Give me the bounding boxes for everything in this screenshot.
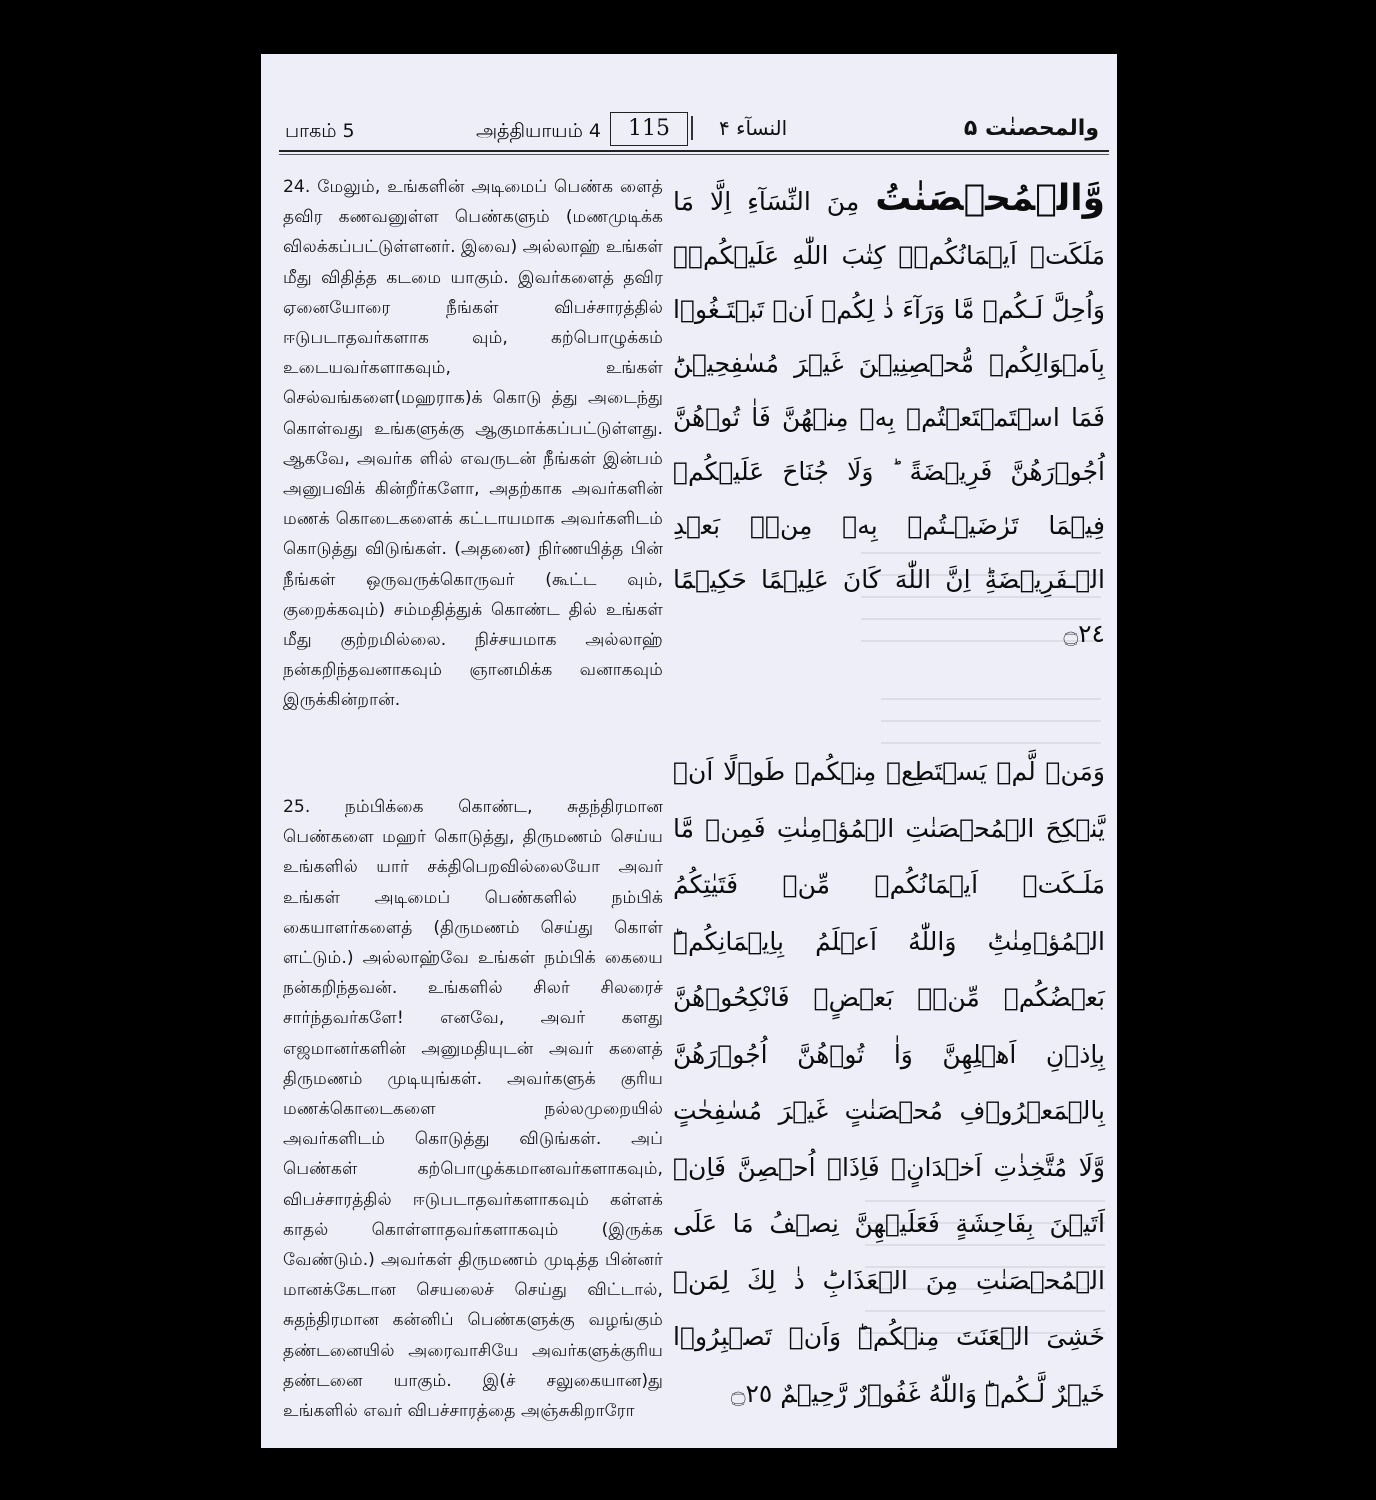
book-page <box>261 54 1117 1448</box>
verse-25-translation: 25. நம்பிக்கை கொண்ட, சுதந்திரமான பெண்களை மஹர் கொடுத்து, திருமணம் செய்ய உங்களில் யார் சக்திபெறவில்லையோ அவர் உங்கள் அடிமைப் பெண்களில் நம்பிக் கையாளர்களைத் (திருமணம் செய்து கொள் ளட்டும்.) அல்லாஹ்வே உங்கள் நம்பிக் கையை நன்கறிந்தவன். உங்களில் சிலர் சிலரைச் சார்ந்தவர்களே! எனவே, அவர் களது எஜமானர்களின் அனுமதியுடன் அவர் களைத் திருமணம் முடியுங்கள். அவர்களுக் குரிய மணக்கொடைகளை நல்லமுறையில் அவர்களிடம் கொடுத்து விடுங்கள். அப் பெண்கள் கற்பொழுக்கமானவர்களாகவும், விபச்சாரத்தில் ஈடுபடாதவர்களாகவும் கள்ளக் காதல் கொள்ளாதவர்களாகவும் (இருக்க வேண்டும்.) அவர்கள் திருமணம் முடித்த பின்னர் மானக்கேடான செயலைச் செய்து விட்டால், சுதந்திரமான கன்னிப் பெண்களுக்கு வழங்கும் தண்டனையில் அரைவாசியே அவர்களுக்குரிய தண்டனை யாகும். இ(ச் சலுகையான)து உங்களில் எவர் விபச்சாரத்தை அஞ்சுகிறாரோ <box>283 797 663 1422</box>
page-number: 115 <box>610 112 688 146</box>
header-rule-thin <box>279 154 1109 155</box>
bleed-through <box>881 684 1101 744</box>
juz-name: والمحصنٰت ۵ <box>963 116 1099 141</box>
verse-24-translation: 24. மேலும், உங்களின் அடிமைப் பெண்க ளைத் தவிர கணவனுள்ள பெண்களும் (மணமுடிக்க விலக்கப்பட்டுள்ளனர். இவை) அல்லாஹ் உங்கள் மீது விதித்த கடமை யாகும். இவர்களைத் தவிர ஏனையோரை நீங்கள் விபச்சாரத்தில் ஈடுபடாதவர்களாக வும், கற்பொழுக்கம் உடையவர்களாகவும், உங்கள் செல்வங்களை(மஹராக)க் கொடு த்து அடைந்து கொள்வது உங்களுக்கு ஆகுமாக்கப்பட்டுள்ளது. ஆகவே, அவர்க ளில் எவருடன் நீங்கள் இன்பம் அனுபவிக் கின்றீர்களோ, அதற்காக அவர்களின் மணக் கொடைகளைக் கட்டாயமாக அவர்களிடம் கொடுத்து விடுங்கள். (அதனை) நிர்ணயித்த பின் நீங்கள் ஒருவருக்கொருவர் (கூட்ட வும், குறைக்கவும்) சம்மதித்துக் கொண்ட தில் உங்கள் மீது குற்றமில்லை. நிச்சயமாக அல்லாஹ் நன்கறிந்தவனாகவும் ஞானமிக்க வனாகவும் இருக்கின்றான். <box>283 177 663 711</box>
part-label: பாகம் 5 <box>285 120 355 142</box>
verse-24-opening-word: وَّالۡمُحۡصَنٰتُ <box>875 178 1105 219</box>
header-divider <box>691 116 693 140</box>
verse-24-arabic <box>673 172 1105 661</box>
verse-24-arabic-body: مِنَ النِّسَآءِ اِلَّا مَا مَلَكَتۡ اَيۡمَانُكُمۡ‌ۚ كِتٰبَ اللّٰهِ عَلَيۡكُمۡ‌ۚ وَاُحِلَّ لَـكُمۡ مَّا وَرَآءَ ذٰ لِكُمۡ اَنۡ تَبۡتَـغُوۡا بِاَمۡوَالِكُمۡ مُّحۡصِنِيۡنَ غَيۡرَ مُسٰفِحِيۡنَ‌ؕ فَمَا اسۡتَمۡتَعۡتُمۡ بِهٖ مِنۡهُنَّ فَاٰ تُوۡهُنَّ اُجُوۡرَهُنَّ فَرِيۡضَةً ‌ؕ وَلَا جُنَاحَ عَلَيۡكُمۡ فِيۡمَا تَرٰضَيۡـتُمۡ بِهٖ مِنۡۢ بَعۡدِ الۡـفَرِيۡضَةِ‌ؕ اِنَّ اللّٰهَ كَانَ عَلِيۡمًا حَكِيۡمًا ۝٢٤ <box>673 187 1105 648</box>
verse-25-arabic: وَمَنۡ لَّمۡ يَسۡتَطِعۡ مِنۡكُمۡ طَوۡلًا اَنۡ يَّنۡكِحَ الۡمُحۡصَنٰتِ الۡمُؤۡمِنٰتِ فَمِنۡ مَّا مَلَـكَتۡ اَيۡمَانُكُمۡ مِّنۡ فَتَيٰتِكُمُ الۡمُؤۡمِنٰتِ‌ؕ وَاللّٰهُ اَعۡلَمُ بِاِيۡمَانِكُمۡ‌ؕ بَعۡضُكُمۡ مِّنۡۢ بَعۡضٍ‌ۚ فَانْكِحُوۡهُنَّ بِاِذۡنِ اَهۡلِهِنَّ وَاٰ تُوۡهُنَّ اُجُوۡرَهُنَّ بِالۡمَعۡرُوۡفِ مُحۡصَنٰتٍ غَيۡرَ مُسٰفِحٰتٍ وَّلَا مُتَّخِذٰتِ اَخۡدَانٍ‌ۚ فَاِذَاۤ اُحۡصِنَّ فَاِنۡ اَتَيۡنَ بِفَاحِشَةٍ فَعَلَيۡهِنَّ نِصۡفُ مَا عَلَى الۡمُحۡصَنٰتِ مِنَ الۡعَذَابِ‌ؕ ذٰ لِكَ لِمَنۡ خَشِىَ الۡعَنَتَ مِنۡكُمۡ‌ؕ وَاَنۡ تَصۡبِرُوۡا خَيۡرٌ لَّـكُمۡ‌ؕ وَاللّٰهُ غَفُوۡرٌ رَّحِيۡمٌ ۝٢٥ <box>673 757 1105 1408</box>
header-rule <box>279 150 1109 152</box>
chapter-label: அத்தியாயம் 4 <box>476 120 601 142</box>
surah-name: النسآء ۴ <box>719 116 788 140</box>
page-header <box>261 112 1117 156</box>
